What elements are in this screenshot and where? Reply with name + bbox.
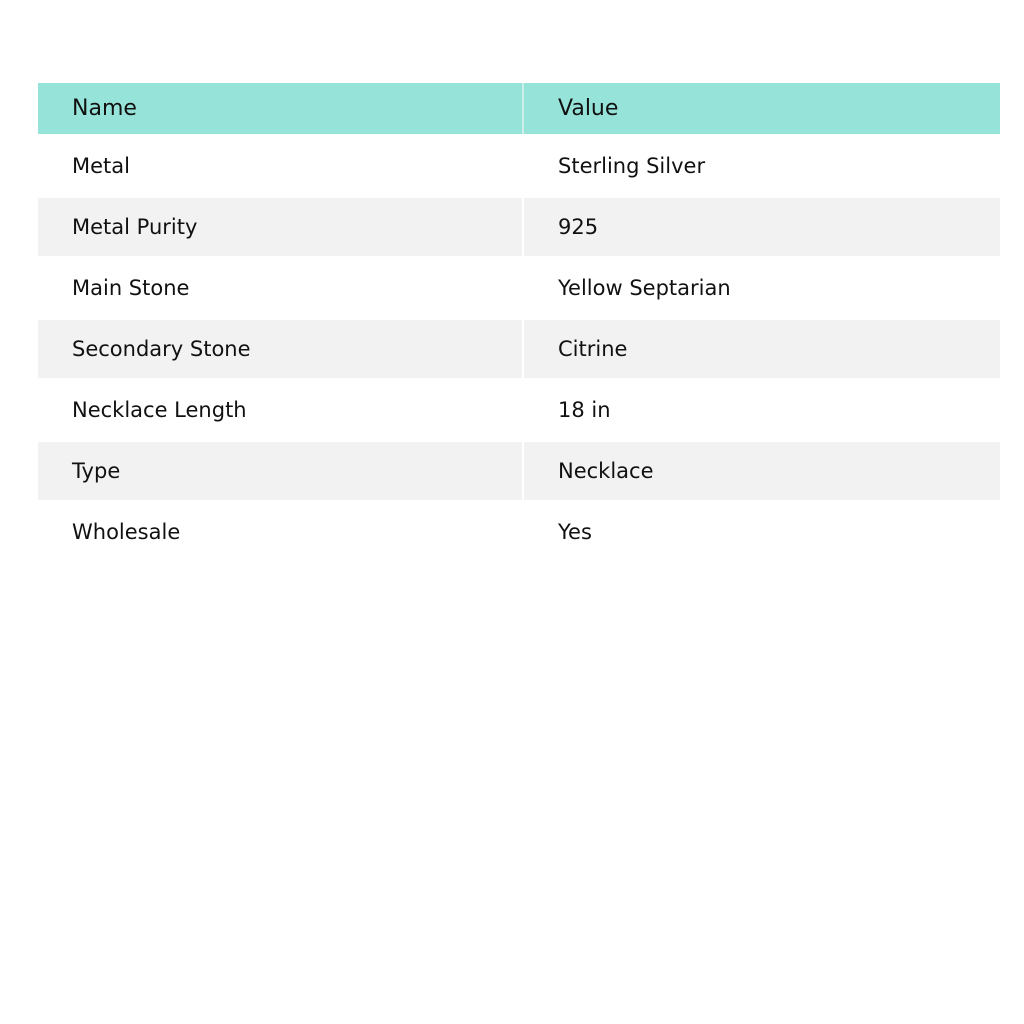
- table-body: [38, 134, 1000, 564]
- row-name: Type: [38, 442, 523, 500]
- row-value: Yes: [558, 520, 592, 544]
- table-row: [38, 500, 1000, 564]
- row-value: Citrine: [558, 337, 628, 361]
- header-name: Name: [38, 83, 523, 134]
- header-row: [38, 83, 1000, 134]
- row-value: Necklace: [558, 459, 654, 483]
- table-row: [38, 198, 1000, 256]
- row-name: Necklace Length: [38, 378, 523, 442]
- table-row: [38, 256, 1000, 320]
- product-specs-table: [38, 83, 1000, 564]
- row-name: Metal Purity: [38, 198, 523, 256]
- table-header: [38, 83, 1000, 134]
- table-row: [38, 320, 1000, 378]
- table-row: [38, 378, 1000, 442]
- header-value: Value: [558, 96, 619, 121]
- row-name: Main Stone: [38, 256, 523, 320]
- row-value: Sterling Silver: [558, 154, 706, 178]
- table-row: [38, 442, 1000, 500]
- row-value: Yellow Septarian: [558, 276, 731, 300]
- table-row: [38, 134, 1000, 198]
- row-name: Metal: [38, 134, 523, 198]
- row-value: 18 in: [558, 398, 611, 422]
- row-value: 925: [558, 215, 599, 239]
- row-name: Wholesale: [38, 500, 523, 564]
- row-name: Secondary Stone: [38, 320, 523, 378]
